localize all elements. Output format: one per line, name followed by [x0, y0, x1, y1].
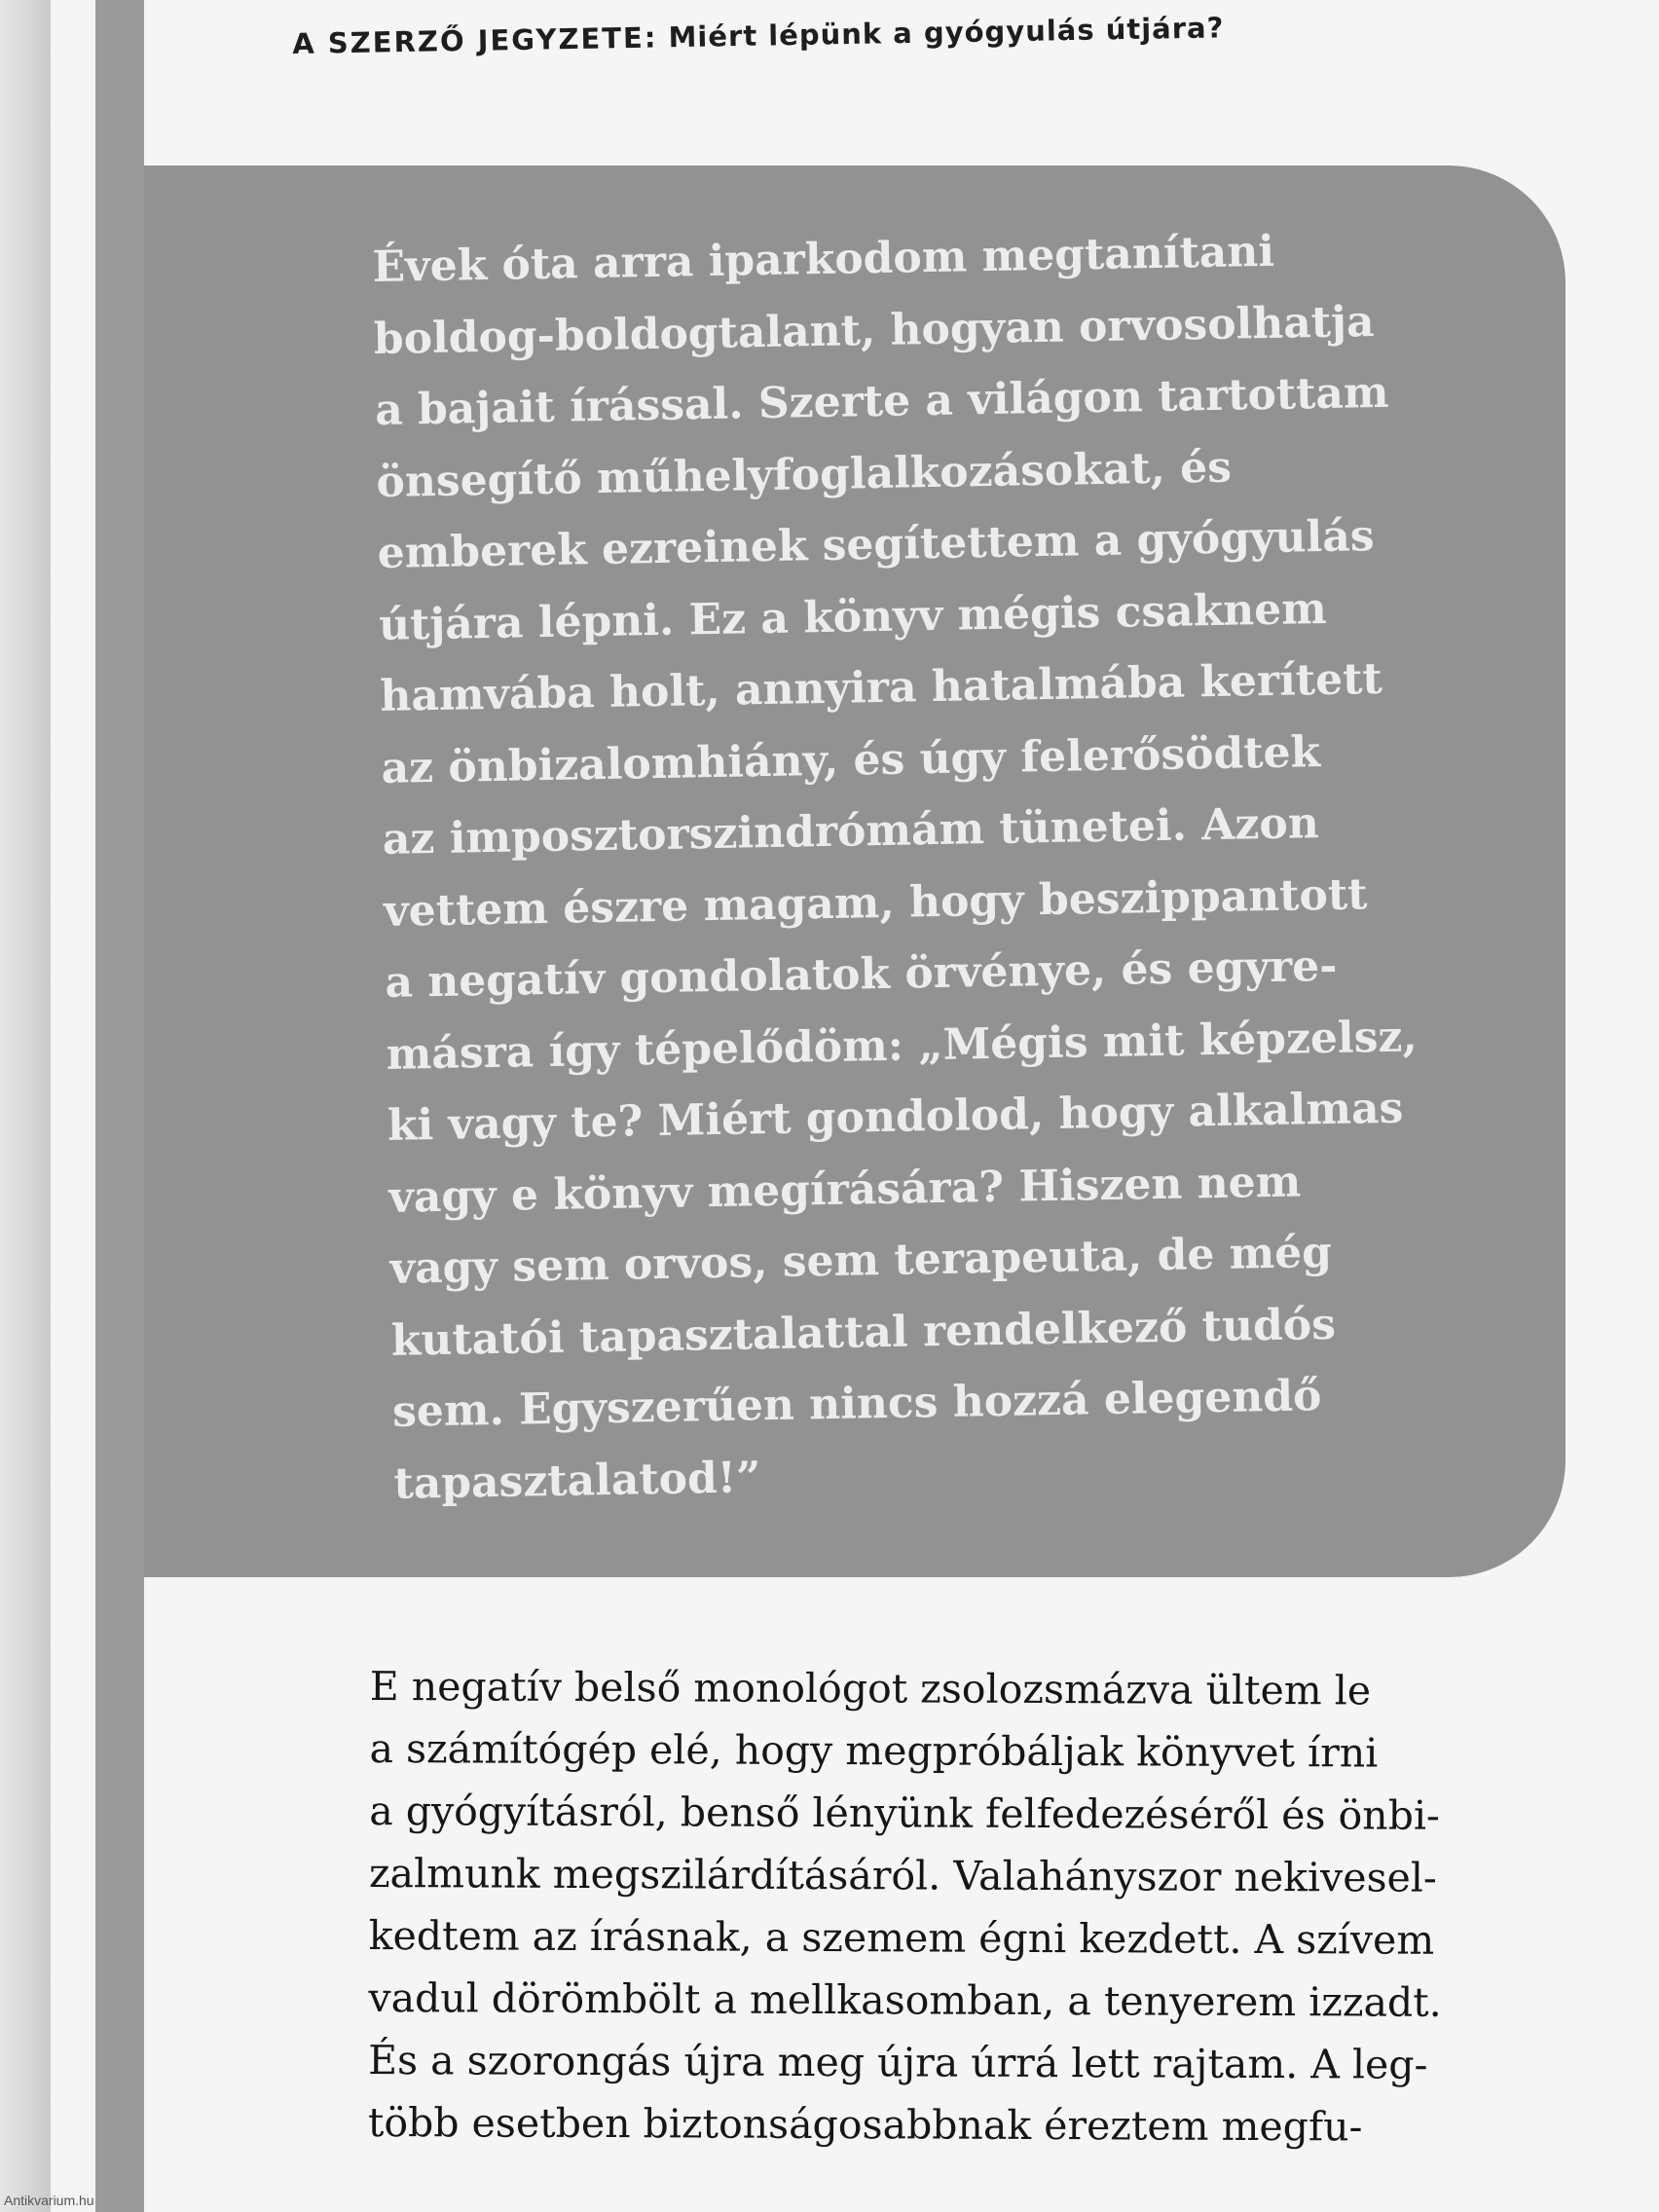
quote-line: emberek ezreinek segítettem a gyógyulás	[377, 511, 1375, 578]
quote-line: útjára lépni. Ez a könyv mégis csaknem	[378, 583, 1328, 650]
book-spine	[95, 0, 144, 2212]
running-head-title: Miért lépünk a gyógyulás útjára?	[668, 11, 1225, 55]
page-stack-edge	[0, 0, 51, 2212]
quote-line: az önbizalomhiány, és úgy felerősödtek	[381, 726, 1321, 793]
body-line: E negatív belső monológot zsolozsmázva ültem le	[369, 1662, 1372, 1714]
body-line: több esetben biztonságosabbnak éreztem megfu-	[367, 2098, 1363, 2151]
running-head-label: A SZERZŐ JEGYZETE:	[292, 20, 658, 60]
quote-line: vagy sem orvos, sem terapeuta, de még	[389, 1227, 1333, 1294]
quote-line: másra így tépelődöm: „Mégis mit képzelsz,	[386, 1011, 1419, 1080]
quote-text	[372, 212, 1524, 1520]
quote-line: boldog-boldogtalant, hogyan orvosolhatja	[373, 296, 1375, 364]
quote-line: Évek óta arra iparkodom megtanítani	[372, 226, 1275, 292]
quote-line: a negatív gondolatok örvénye, és egyre-	[385, 940, 1338, 1008]
quote-line: ki vagy te? Miért gondolod, hogy alkalmas	[387, 1083, 1404, 1151]
quote-line: vettem észre magam, hogy beszippantott	[383, 868, 1368, 937]
quote-line: önsegítő műhelyfoglalkozásokat, és	[376, 442, 1233, 507]
body-line: vadul dörömbölt a mellkasomban, a tenyerem izzadt.	[368, 1973, 1442, 2026]
quote-line: kutatói tapasztalattal rendelkező tudós	[390, 1299, 1337, 1366]
quote-line: a bajait írással. Szerte a világon tartottam	[374, 367, 1389, 435]
quote-line: sem. Egyszerűen nincs hozzá elegendő	[391, 1371, 1322, 1437]
quote-line: hamvába holt, annyira hatalmába kerített	[379, 653, 1383, 721]
watermark: Antikvarium.hu	[4, 2193, 94, 2208]
body-line: És a szorongás újra meg újra úrrá lett rajtam. A leg-	[368, 2036, 1428, 2088]
body-line: kedtem az írásnak, a szemem égni kezdett. A szívem	[368, 1911, 1435, 1964]
body-line: a gyógyításról, benső lényünk felfedezéséről és önbi-	[369, 1787, 1440, 1839]
body-line: zalmunk megszilárdításáról. Valahányszor nekivesel-	[368, 1849, 1437, 1901]
quote-line: vagy e könyv megírására? Hiszen nem	[387, 1156, 1302, 1223]
body-line: a számítógép elé, hogy megpróbáljak könyvet írni	[369, 1724, 1379, 1777]
quote-line: tapasztalatod!”	[392, 1452, 761, 1509]
page-gutter	[51, 0, 95, 2212]
body-paragraph	[368, 1655, 1480, 2158]
quote-line: az imposztorszindrómám tünetei. Azon	[382, 798, 1320, 865]
